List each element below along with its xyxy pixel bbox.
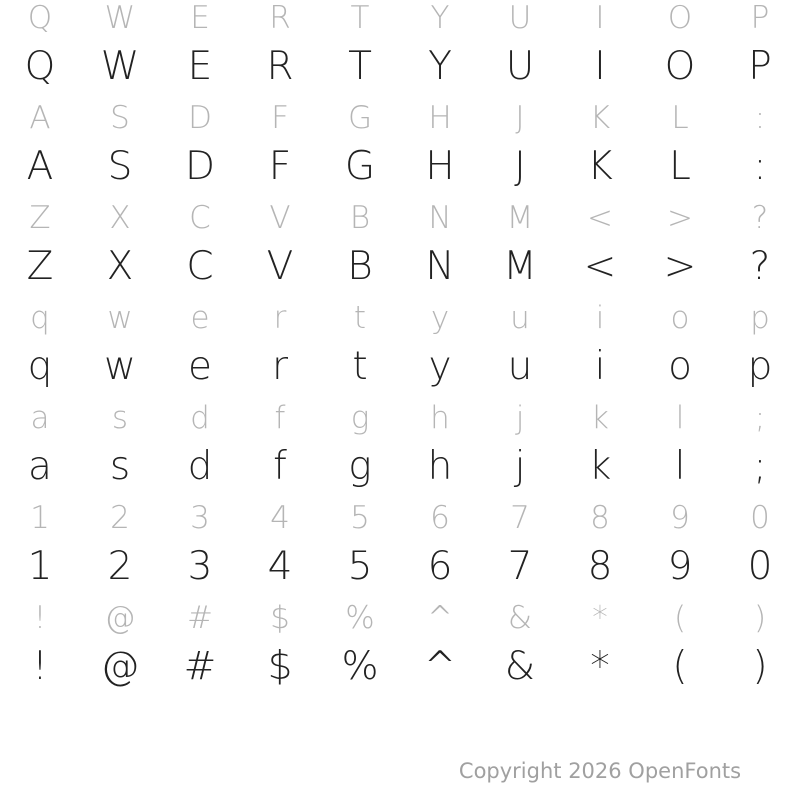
glyph-cell: i — [595, 300, 605, 336]
glyph-cell: B — [349, 200, 371, 236]
glyph-cell: Y — [430, 0, 450, 36]
glyph-cell: O — [664, 44, 696, 89]
glyph-cell: 9 — [667, 544, 693, 589]
glyph-cell: @ — [100, 644, 140, 689]
glyph-row-symbols-row-muted — [0, 596, 800, 640]
glyph-cell: $ — [270, 600, 290, 636]
glyph-cell: E — [190, 0, 210, 36]
glyph-cell: ^ — [423, 644, 457, 689]
glyph-row-digits-row-muted — [0, 496, 800, 540]
glyph-cell: t — [352, 344, 368, 389]
glyph-cell: o — [670, 300, 690, 336]
glyph-cell: L — [671, 100, 689, 136]
glyph-cell: d — [187, 444, 213, 489]
glyph-cell: 4 — [267, 544, 293, 589]
glyph-cell: ? — [751, 200, 769, 236]
glyph-cell: 8 — [587, 544, 613, 589]
glyph-cell: M — [506, 200, 534, 236]
glyph-cell: G — [347, 100, 373, 136]
glyph-cell: 0 — [750, 500, 770, 536]
glyph-cell: E — [187, 44, 213, 89]
glyph-cell: o — [668, 344, 692, 389]
glyph-cell: 1 — [27, 544, 53, 589]
glyph-cell: u — [510, 300, 530, 336]
glyph-cell: F — [268, 144, 292, 189]
glyph-cell: h — [430, 400, 450, 436]
glyph-cell: A — [26, 144, 54, 189]
glyph-cell: ) — [753, 600, 767, 636]
glyph-row-symbols-row-dark — [0, 639, 800, 695]
glyph-cell: j — [515, 400, 525, 436]
glyph-cell: J — [515, 100, 525, 136]
glyph-cell: F — [271, 100, 289, 136]
glyph-row-uppercase-bottom-row-dark — [0, 239, 800, 295]
glyph-cell: l — [674, 444, 686, 489]
glyph-cell: r — [273, 300, 287, 336]
glyph-cell: w — [107, 300, 133, 336]
glyph-cell: q — [30, 300, 50, 336]
glyph-cell: 6 — [430, 500, 450, 536]
glyph-cell: N — [428, 200, 452, 236]
glyph-cell: Q — [24, 44, 56, 89]
glyph-cell: B — [347, 244, 373, 289]
glyph-cell: U — [508, 0, 532, 36]
glyph-cell: ? — [749, 244, 771, 289]
glyph-cell: H — [425, 144, 455, 189]
glyph-cell: A — [29, 100, 51, 136]
glyph-cell: K — [589, 100, 611, 136]
glyph-cell: X — [109, 200, 131, 236]
glyph-cell: s — [111, 400, 129, 436]
glyph-cell: N — [425, 244, 455, 289]
glyph-row-uppercase-top-row-dark — [0, 39, 800, 95]
glyph-cell: R — [266, 44, 294, 89]
glyph-cell: 5 — [347, 544, 373, 589]
glyph-cell: h — [427, 444, 453, 489]
glyph-cell: ( — [673, 600, 687, 636]
glyph-cell: Z — [29, 200, 51, 236]
glyph-cell: r — [271, 344, 289, 389]
glyph-cell: < — [583, 244, 617, 289]
glyph-row-lowercase-home-row-muted — [0, 396, 800, 440]
glyph-cell: p — [747, 344, 773, 389]
glyph-cell: 3 — [187, 544, 213, 589]
glyph-cell: > — [667, 200, 693, 236]
glyph-cell: f — [274, 400, 286, 436]
glyph-cell: @ — [104, 600, 136, 636]
glyph-cell: < — [587, 200, 613, 236]
glyph-cell: P — [748, 44, 772, 89]
glyph-cell: * — [592, 600, 608, 636]
glyph-row-uppercase-home-row-dark — [0, 139, 800, 195]
glyph-cell: 9 — [670, 500, 690, 536]
glyph-cell: T — [350, 0, 370, 36]
glyph-cell: 1 — [30, 500, 50, 536]
glyph-cell: V — [266, 244, 294, 289]
glyph-cell: d — [190, 400, 210, 436]
glyph-cell: 4 — [270, 500, 290, 536]
glyph-cell: Z — [26, 244, 54, 289]
glyph-cell: g — [350, 400, 370, 436]
glyph-cell: C — [189, 200, 211, 236]
copyright-text: Copyright 2026 OpenFonts — [458, 759, 742, 783]
glyph-cell: y — [430, 300, 450, 336]
glyph-cell: % — [345, 600, 375, 636]
glyph-cell: e — [188, 344, 212, 389]
glyph-cell: > — [663, 244, 697, 289]
glyph-cell: 7 — [510, 500, 530, 536]
glyph-cell: T — [348, 44, 372, 89]
glyph-cell: w — [104, 344, 136, 389]
glyph-cell: k — [588, 444, 612, 489]
glyph-cell: I — [595, 0, 605, 36]
glyph-cell: q — [27, 344, 53, 389]
glyph-cell: ! — [32, 644, 48, 689]
glyph-cell: P — [750, 0, 770, 36]
glyph-cell: a — [30, 400, 50, 436]
glyph-cell: ; — [754, 400, 766, 436]
glyph-row-lowercase-top-row-dark — [0, 339, 800, 395]
glyph-cell: O — [667, 0, 693, 36]
glyph-cell: D — [188, 100, 212, 136]
glyph-cell: a — [28, 444, 52, 489]
glyph-cell: * — [590, 644, 610, 689]
glyph-cell: f — [273, 444, 287, 489]
glyph-cell: Q — [27, 0, 53, 36]
glyph-cell: M — [503, 244, 537, 289]
glyph-row-lowercase-top-row-muted — [0, 296, 800, 340]
glyph-cell: g — [348, 444, 372, 489]
glyph-cell: y — [428, 344, 452, 389]
glyph-cell: 2 — [107, 544, 133, 589]
glyph-cell: S — [107, 144, 133, 189]
glyph-cell: j — [514, 444, 526, 489]
glyph-cell: I — [594, 44, 606, 89]
glyph-row-uppercase-top-row-muted — [0, 0, 800, 40]
glyph-row-uppercase-bottom-row-muted — [0, 196, 800, 240]
glyph-cell: & — [507, 600, 533, 636]
glyph-cell: % — [341, 644, 379, 689]
glyph-cell: e — [190, 300, 210, 336]
glyph-cell: W — [104, 0, 136, 36]
glyph-cell: X — [106, 244, 134, 289]
glyph-cell: W — [100, 44, 140, 89]
glyph-cell: # — [183, 644, 217, 689]
glyph-cell: : — [753, 144, 767, 189]
glyph-cell: V — [269, 200, 291, 236]
glyph-cell: U — [505, 44, 535, 89]
glyph-cell: D — [184, 144, 216, 189]
glyph-cell: i — [594, 344, 606, 389]
glyph-cell: L — [669, 144, 691, 189]
glyph-cell: : — [754, 100, 766, 136]
glyph-cell: R — [269, 0, 291, 36]
glyph-row-uppercase-home-row-muted — [0, 96, 800, 140]
glyph-cell: 7 — [507, 544, 533, 589]
glyph-cell: k — [591, 400, 609, 436]
glyph-cell: ! — [33, 600, 47, 636]
glyph-cell: 5 — [350, 500, 370, 536]
glyph-cell: K — [587, 144, 613, 189]
glyph-cell: ^ — [427, 600, 453, 636]
glyph-cell: # — [187, 600, 213, 636]
glyph-cell: S — [110, 100, 130, 136]
glyph-cell: l — [675, 400, 685, 436]
glyph-cell: 3 — [190, 500, 210, 536]
glyph-cell: $ — [267, 644, 293, 689]
glyph-row-lowercase-home-row-dark — [0, 439, 800, 495]
glyph-cell: 6 — [427, 544, 453, 589]
glyph-cell: 8 — [590, 500, 610, 536]
glyph-cell: & — [504, 644, 536, 689]
glyph-cell: G — [344, 144, 376, 189]
glyph-cell: ) — [752, 644, 768, 689]
glyph-cell: p — [750, 300, 770, 336]
glyph-cell: Y — [428, 44, 452, 89]
glyph-cell: 2 — [110, 500, 130, 536]
glyph-cell: u — [507, 344, 533, 389]
glyph-cell: C — [186, 244, 214, 289]
glyph-cell: ; — [753, 444, 767, 489]
glyph-cell: H — [428, 100, 452, 136]
glyph-row-digits-row-dark — [0, 539, 800, 595]
glyph-cell: 0 — [747, 544, 773, 589]
glyph-cell: J — [514, 144, 526, 189]
glyph-cell: t — [353, 300, 367, 336]
glyph-cell: s — [109, 444, 131, 489]
glyph-cell: ( — [672, 644, 688, 689]
